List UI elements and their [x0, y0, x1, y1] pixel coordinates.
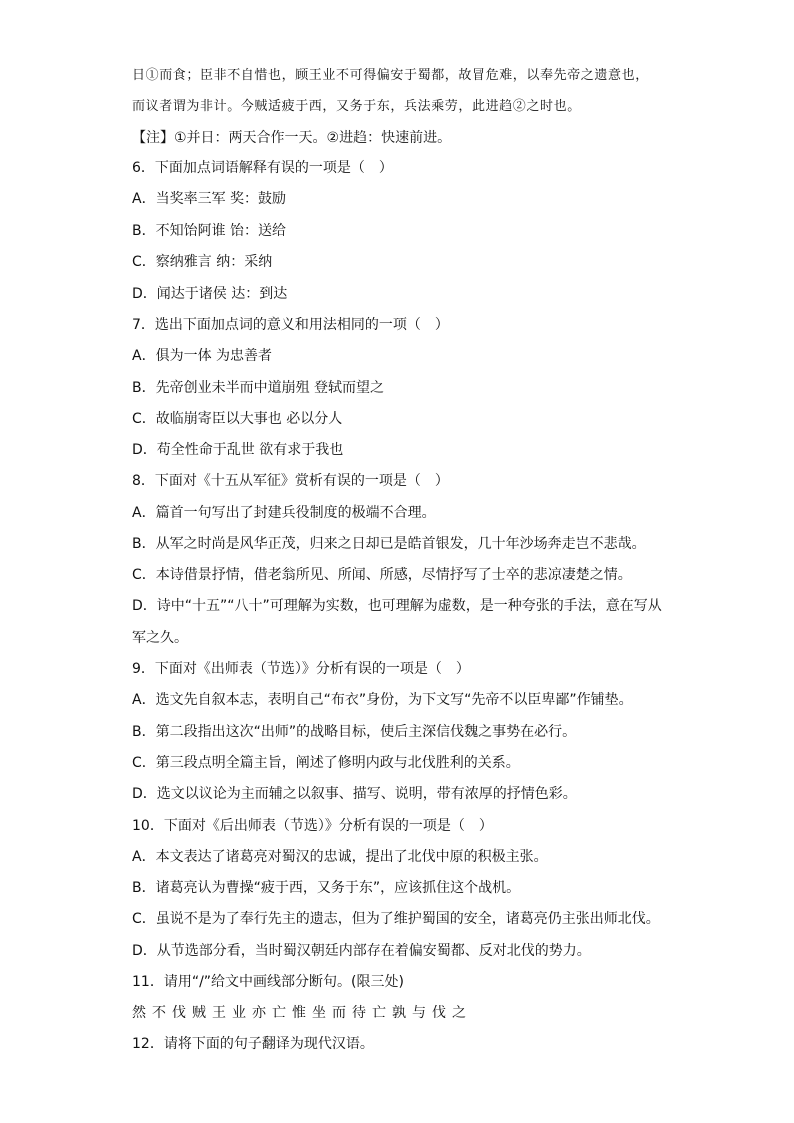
question-6-option-d: D．闻达于诸侯 达：到达 — [132, 286, 288, 302]
question-8-option-c: C．本诗借景抒情，借老翁所见、所闻、所感，尽情抒写了士卒的悲凉凄楚之情。 — [132, 567, 632, 583]
question-12-stem: 12．请将下面的句子翻译为现代汉语。 — [132, 1036, 374, 1052]
question-9-option-c: C．第三段点明全篇主旨，阐述了修明内政与北伐胜利的关系。 — [132, 755, 520, 771]
passage-line: 而议者谓为非计。今贼适疲于西，又务于东，兵法乘劳，此进趋②之时也。 — [132, 99, 581, 114]
question-9-option-d: D．选文以议论为主而辅之以叙事、描写、说明，带有浓厚的抒情色彩。 — [132, 786, 577, 802]
question-6-stem: 6．下面加点词语解释有误的一项是（ ） — [132, 160, 393, 176]
passage-line: 日①而食；臣非不自惜也，顾王业不可得偏安于蜀都，故冒危难，以奉先帝之遗意也， — [132, 68, 649, 83]
question-11-sentence: 然不伐贼王业亦亡惟坐而待亡孰与伐之 — [132, 1005, 472, 1021]
question-10-option-d: D．从节选部分看，当时蜀汉朝廷内部存在着偏安蜀都、反对北伐的势力。 — [132, 943, 591, 959]
question-7-stem: 7．选出下面加点词的意义和用法相同的一项（ ） — [132, 317, 449, 333]
question-6-option-c: C．察纳雅言 纳：采纳 — [132, 254, 273, 270]
question-6-option-b: B．不知饴阿谁 饴：送给 — [132, 223, 287, 239]
question-8-option-d: D．诗中“十五”“八十”可理解为实数，也可理解为虚数，是一种夸张的手法，意在写从 — [132, 598, 662, 614]
question-11-stem: 11．请用“/”给文中画线部分断句。(限三处) — [132, 974, 404, 990]
question-9-stem: 9．下面对《出师表（节选）》分析有误的一项是（ ） — [132, 661, 470, 677]
question-8-option-a: A．篇首一句写出了封建兵役制度的极端不合理。 — [132, 505, 436, 521]
question-8-option-d-continued: 军之久。 — [132, 630, 188, 646]
question-9-option-a: A．选文先自叙本志，表明自己“布衣”身份，为下文写“先帝不以臣卑鄙”作铺垫。 — [132, 692, 633, 708]
question-6-option-a: A．当奖率三军 奖：鼓励 — [132, 191, 287, 207]
question-8-stem: 8．下面对《十五从军征》赏析有误的一项是（ ） — [132, 473, 449, 489]
question-7-option-b: B．先帝创业未半而中道崩殂 登轼而望之 — [132, 380, 385, 396]
question-10-option-a: A．本文表达了诸葛亮对蜀汉的忠诚，提出了北伐中原的积极主张。 — [132, 849, 548, 865]
question-10-option-c: C．虽说不是为了奉行先主的遗志，但为了维护蜀国的安全，诸葛亮仍主张出师北伐。 — [132, 911, 660, 927]
question-9-option-b: B．第二段指出这次“出师”的战略目标，使后主深信伐魏之事势在必行。 — [132, 724, 577, 740]
footnote: 【注】①并日：两天合作一天。②进趋：快速前进。 — [132, 130, 452, 146]
question-10-option-b: B．诸葛亮认为曹操“疲于西，又务于东”，应该抓住这个战机。 — [132, 880, 521, 896]
question-8-option-b: B．从军之时尚是风华正茂，归来之日却已是皓首银发，几十年沙场奔走岂不悲哉。 — [132, 536, 646, 552]
question-7-option-d: D．苟全性命于乱世 欲有求于我也 — [132, 442, 344, 458]
question-7-option-c: C．故临崩寄臣以大事也 必以分人 — [132, 411, 343, 427]
question-10-stem: 10．下面对《后出师表（节选）》分析有误的一项是（ ） — [132, 818, 493, 834]
question-7-option-a: A．俱为一体 为忠善者 — [132, 348, 273, 364]
